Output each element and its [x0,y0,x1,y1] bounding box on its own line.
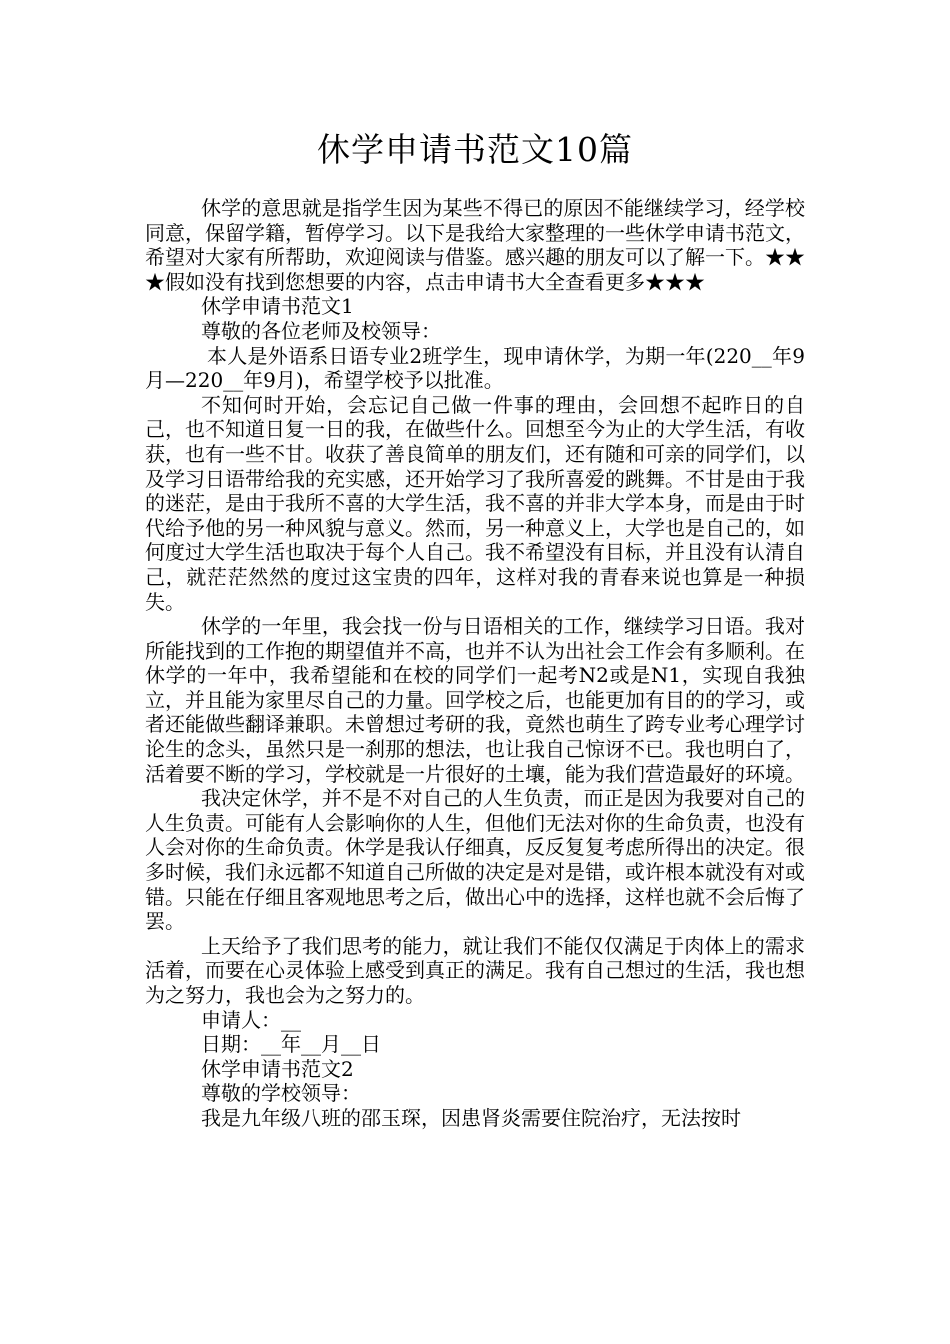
document-body [145,196,805,1131]
date-line: 日期：__年__月__日 [201,1032,381,1057]
salutation: 尊敬的学校领导： [201,1081,361,1106]
signature-line: 申请人：__ [201,1007,301,1032]
body-paragraph: 上天给予了我们思考的能力，就让我们不能仅仅满足于肉体上的需求活着，而要在心灵体验上感受到真正的满足。我有自己想过的生活，我也想为之努力，我也会为之努力的。 [145,933,805,1007]
document-title: 休学申请书范文10篇 [317,130,633,169]
salutation: 尊敬的各位老师及校领导： [201,318,441,343]
section-heading: 休学申请书范文1 [201,294,354,319]
body-paragraph: 本人是外语系日语专业2班学生，现申请休学，为期一年(220__年9月—220__年9月)，希望学校予以批准。 [145,343,805,393]
body-paragraph: 我决定休学，并不是不对自己的人生负责，而正是因为我要对自己的人生负责。可能有人会影响你的人生，但他们无法对你的生命负责，也没有人会对你的生命负责。休学是我认仔细真，反反复复考虑所得出的决定。很多时候，我们永远都不知道自己所做的决定是对是错，或许根本就没有对或错。只能在仔细且客观地思考之后，做出心中的选择，这样也就不会后悔了罢。 [145,786,805,934]
section-heading: 休学申请书范文2 [201,1056,354,1081]
body-paragraph: 休学的一年里，我会找一份与日语相关的工作，继续学习日语。我对所能找到的工作抱的期望值并不高，也并不认为出社会工作会有多顺利。在休学的一年中，我希望能和在校的同学们一起考N2或是N1，实现自我独立，并且能为家里尽自己的力量。回学校之后，也能更加有目的的学习，或者还能做些翻译兼职。未曾想过考研的我，竟然也萌生了跨专业考心理学讨论生的念头，虽然只是一刹那的想法，也让我自己惊讶不已。我也明白了，活着要不断的学习，学校就是一片很好的土壤，能为我们营造最好的环境。 [145,614,805,786]
body-paragraph: 我是九年级八班的邵玉琛，因患肾炎需要住院治疗，无法按时 [201,1105,741,1130]
body-paragraph: 不知何时开始，会忘记自己做一件事的理由，会回想不起昨日的自己，也不知道日复一日的我，在做些什么。回想至今为止的大学生活，有收获，也有一些不甘。收获了善良简单的朋友们，还有随和可亲的同学们，以及学习日语带给我的充实感，还开始学习了我所喜爱的跳舞。不甘是由于我的迷茫，是由于我所不喜的大学生活，我不喜的并非大学本身，而是由于时代给予他的另一种风貌与意义。然而，另一种意义上，大学也是自己的，如何度过大学生活也取决于每个人自己。我不希望没有目标，并且没有认清自己，就茫茫然然的度过这宝贵的四年，这样对我的青春来说也算是一种损失。 [145,392,805,614]
intro-paragraph: 休学的意思就是指学生因为某些不得已的原因不能继续学习，经学校同意，保留学籍，暂停学习。以下是我给大家整理的一些休学申请书范文，希望对大家有所帮助，欢迎阅读与借鉴。感兴趣的朋友可以了解一下。★★★假如没有找到您想要的内容，点击申请书大全查看更多★★★ [145,196,805,294]
